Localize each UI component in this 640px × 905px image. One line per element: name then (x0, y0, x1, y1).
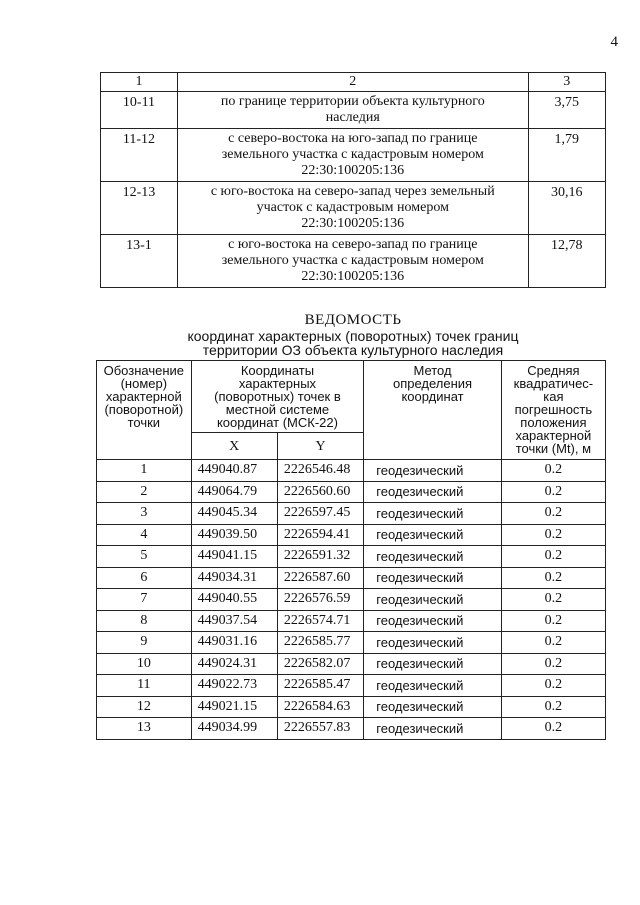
error-cell: 0.2 (501, 460, 605, 482)
coordinates-header-row (97, 361, 606, 433)
header-line: квадратичес- (513, 376, 594, 391)
header-line: кая (543, 389, 564, 404)
header-line: (поворотной) (104, 402, 184, 417)
table-row (97, 481, 606, 503)
page-subtitle-line-2: территории ОЗ объекта культурного наследия (202, 342, 504, 358)
header-line: характерной (515, 428, 592, 443)
method-cell: геодезический (364, 524, 501, 546)
header-line: координат (МСК-22) (216, 415, 338, 430)
x-cell: 449021.15 (191, 696, 277, 718)
table-row (97, 503, 606, 525)
x-cell: 449039.50 (191, 524, 277, 546)
coordinates-body (97, 460, 606, 740)
table-row (97, 567, 606, 589)
x-cell: 449041.15 (191, 546, 277, 568)
method-cell: геодезический (364, 546, 501, 568)
error-cell: 0.2 (501, 567, 605, 589)
point-cell: 2 (97, 481, 192, 503)
x-cell: 449024.31 (191, 653, 277, 675)
description-cell (177, 182, 528, 235)
header-line: погрешность (514, 402, 593, 417)
table-row (97, 696, 606, 718)
error-cell: 0.2 (501, 632, 605, 654)
x-cell: 449045.34 (191, 503, 277, 525)
x-cell: 449034.31 (191, 567, 277, 589)
x-header: X (191, 433, 277, 460)
description-line: с юго-востока на северо-запад по границе (228, 237, 478, 252)
boundary-segments-table (100, 72, 606, 288)
y-header: Y (277, 433, 363, 460)
page-number: 4 (610, 34, 618, 50)
header-line: (поворотных) точек в (214, 389, 341, 404)
method-cell: геодезический (364, 696, 501, 718)
segment-cell: 10-11 (101, 92, 178, 129)
length-cell: 1,79 (528, 129, 605, 182)
header-line: Обозначение (103, 363, 185, 378)
error-cell: 0.2 (501, 503, 605, 525)
table-row (97, 524, 606, 546)
point-cell: 3 (97, 503, 192, 525)
point-cell: 1 (97, 460, 192, 482)
description-cell (177, 92, 528, 129)
description-line: 22:30:100205:136 (301, 163, 405, 178)
method-cell: геодезический (364, 675, 501, 697)
table-row (97, 718, 606, 740)
error-cell: 0.2 (501, 589, 605, 611)
point-cell: 7 (97, 589, 192, 611)
header-line: положения (520, 415, 587, 430)
page-subtitle-line-1: координат характерных (поворотных) точек границ (187, 328, 519, 344)
method-cell: геодезический (364, 610, 501, 632)
coordinates-table (96, 360, 606, 740)
header-line: (номер) (120, 376, 168, 391)
error-cell: 0.2 (501, 610, 605, 632)
description-cell (177, 129, 528, 182)
table-row (101, 182, 606, 235)
table-row (101, 235, 606, 288)
y-cell: 2226587.60 (277, 567, 363, 589)
point-cell: 13 (97, 718, 192, 740)
description-line: 22:30:100205:136 (301, 269, 405, 284)
table-row (101, 129, 606, 182)
segment-cell: 13-1 (101, 235, 178, 288)
header-line: точки (127, 415, 161, 430)
method-header (364, 361, 501, 460)
method-cell: геодезический (364, 718, 501, 740)
length-cell: 30,16 (528, 182, 605, 235)
y-cell: 2226585.47 (277, 675, 363, 697)
point-cell: 4 (97, 524, 192, 546)
method-cell: геодезический (364, 460, 501, 482)
error-cell: 0.2 (501, 546, 605, 568)
header-line: координат (401, 389, 464, 404)
header-line: местной системе (225, 402, 330, 417)
y-cell: 2226584.63 (277, 696, 363, 718)
y-cell: 2226546.48 (277, 460, 363, 482)
table-row (97, 632, 606, 654)
table-header-row (101, 73, 606, 92)
length-cell: 12,78 (528, 235, 605, 288)
error-cell: 0.2 (501, 718, 605, 740)
length-cell: 3,75 (528, 92, 605, 129)
header-line: определения (392, 376, 473, 391)
x-cell: 449022.73 (191, 675, 277, 697)
header-line: точки (Mt), м (515, 441, 592, 456)
y-cell: 2226582.07 (277, 653, 363, 675)
y-cell: 2226560.60 (277, 481, 363, 503)
coords-header (191, 361, 364, 433)
header-cell-1: 1 (101, 73, 178, 92)
x-cell: 449037.54 (191, 610, 277, 632)
description-line: земельного участка с кадастровым номером (221, 147, 484, 162)
boundary-segments-body (101, 92, 606, 288)
y-cell: 2226597.45 (277, 503, 363, 525)
error-cell: 0.2 (501, 481, 605, 503)
error-header (501, 361, 605, 460)
method-cell: геодезический (364, 653, 501, 675)
point-cell: 12 (97, 696, 192, 718)
description-line: наследия (325, 110, 380, 125)
description-line: земельного участка с кадастровым номером (221, 253, 484, 268)
y-cell: 2226576.59 (277, 589, 363, 611)
y-cell: 2226557.83 (277, 718, 363, 740)
y-cell: 2226594.41 (277, 524, 363, 546)
error-cell: 0.2 (501, 696, 605, 718)
description-cell (177, 235, 528, 288)
method-cell: геодезический (364, 481, 501, 503)
table-row (97, 610, 606, 632)
header-line: характерных (238, 376, 317, 391)
table-row (97, 460, 606, 482)
table-row (97, 589, 606, 611)
header-line: Метод (413, 363, 452, 378)
description-line: с юго-востока на северо-запад через земельный (210, 184, 495, 199)
header-cell-3: 3 (528, 73, 605, 92)
method-cell: геодезический (364, 567, 501, 589)
table-row (97, 675, 606, 697)
y-cell: 2226591.32 (277, 546, 363, 568)
segment-cell: 12-13 (101, 182, 178, 235)
error-cell: 0.2 (501, 653, 605, 675)
point-cell: 9 (97, 632, 192, 654)
table-row (101, 92, 606, 129)
x-cell: 449064.79 (191, 481, 277, 503)
x-cell: 449040.55 (191, 589, 277, 611)
description-line: по границе территории объекта культурного (220, 94, 485, 109)
description-line: участок с кадастровым номером (256, 200, 449, 215)
description-line: 22:30:100205:136 (301, 216, 405, 231)
y-cell: 2226574.71 (277, 610, 363, 632)
y-cell: 2226585.77 (277, 632, 363, 654)
method-cell: геодезический (364, 632, 501, 654)
method-cell: геодезический (364, 589, 501, 611)
point-cell: 6 (97, 567, 192, 589)
point-cell: 8 (97, 610, 192, 632)
point-cell: 5 (97, 546, 192, 568)
table-row (97, 653, 606, 675)
point-cell: 11 (97, 675, 192, 697)
description-line: с северо-востока на юго-запад по границе (228, 131, 478, 146)
point-header (97, 361, 192, 460)
segment-cell: 11-12 (101, 129, 178, 182)
page-title: ВЕДОМОСТЬ (304, 312, 402, 328)
x-cell: 449031.16 (191, 632, 277, 654)
header-line: Средняя (527, 363, 580, 378)
point-cell: 10 (97, 653, 192, 675)
error-cell: 0.2 (501, 524, 605, 546)
x-cell: 449034.99 (191, 718, 277, 740)
header-line: Координаты (240, 363, 315, 378)
error-cell: 0.2 (501, 675, 605, 697)
x-cell: 449040.87 (191, 460, 277, 482)
method-cell: геодезический (364, 503, 501, 525)
table-row (97, 546, 606, 568)
header-cell-2: 2 (177, 73, 528, 92)
header-line: характерной (105, 389, 182, 404)
